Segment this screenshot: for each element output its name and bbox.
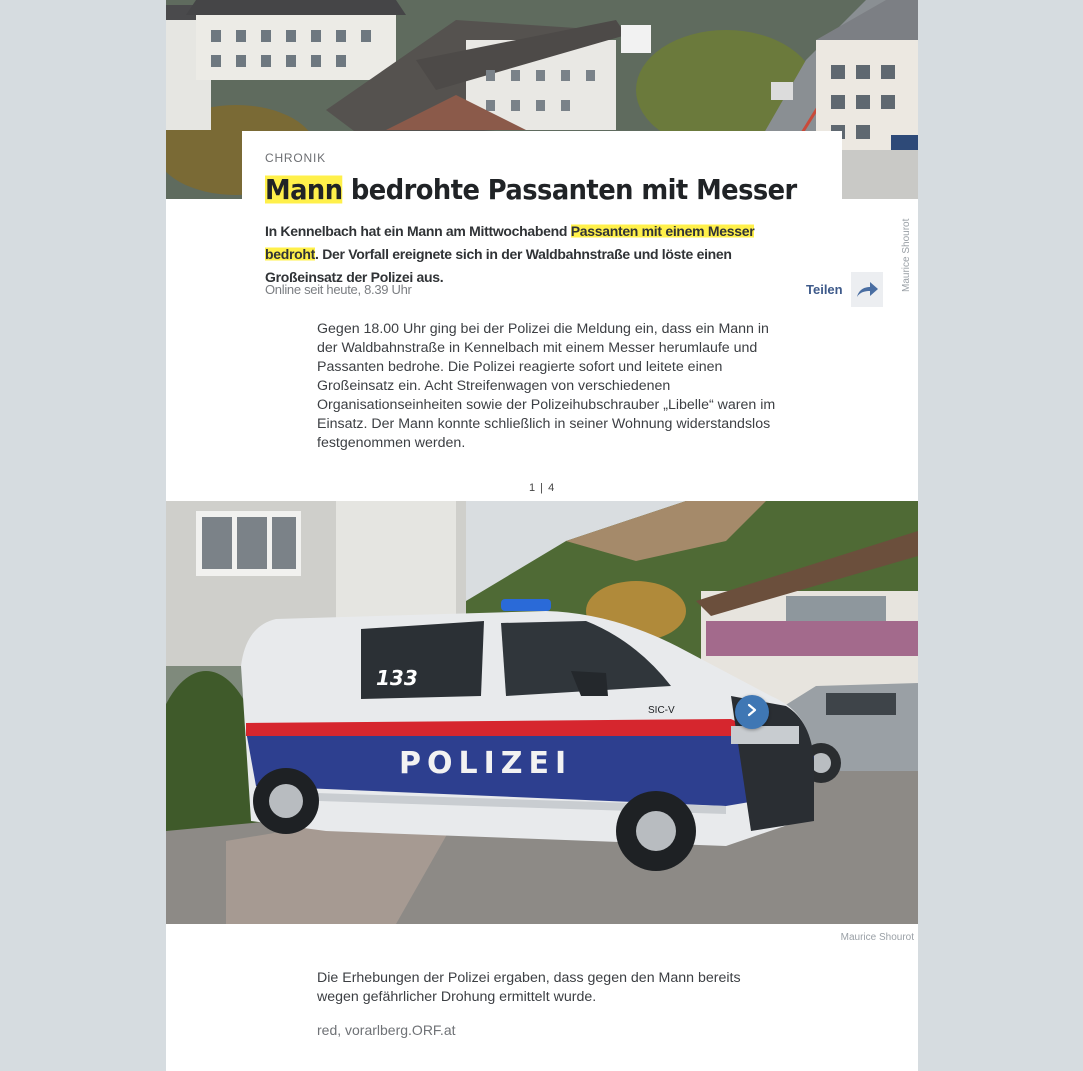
article-headline [265,173,797,206]
category-kicker: CHRONIK [265,151,326,165]
article-paragraph-1: Gegen 18.00 Uhr ging bei der Polizei die Meldung ein, dass ein Mann in der Waldbahnstraße in Kennelbach mit einem Messer herumlaufe und Passanten bedrohe. Die Polizei reagierte sofort und leitete einen Großeinsatz ein. Acht Streifenwagen von verschiedenen Organisationseinheiten sowie der Polizeihubschrauber „Libelle“ waren im Einsatz. Der Mann konnte schließlich in seiner Wohnung widerstandslos festgenommen werden. [317,321,776,451]
share-button[interactable] [806,272,883,307]
lead-highlight: Passanten mit einem Messer bedroht [265,223,755,262]
lead-part2: . Der Vorfall ereignete sich in der Waldbahnstraße und löste einen Großeinsatz der Polizei aus. [265,246,732,285]
van-side-code: SIC-V [648,705,675,716]
van-number: 133 [376,666,418,690]
gallery-image-credit: Maurice Shourot [840,932,914,943]
article-page [166,0,918,1071]
publish-time: Online seit heute, 8.39 Uhr [265,282,412,297]
headline-rest: bedrohte Passanten mit Messer [342,173,797,206]
headline-highlight: Mann [265,173,343,206]
share-label: Teilen [806,282,843,297]
lead-part1: In Kennelbach hat ein Mann am Mittwochabend [265,223,571,239]
article-header-card [242,131,842,331]
gallery-pager: 1 | 4 [529,482,556,494]
chevron-right-icon [745,703,759,722]
article-source: red, vorarlberg.ORF.at [317,1022,456,1038]
hero-image-credit: Maurice Shourot [901,218,912,292]
gallery-image [166,501,918,924]
gallery-next-button[interactable] [735,695,769,729]
article-paragraph-2: Die Erhebungen der Polizei ergaben, dass gegen den Mann bereits wegen gefährlicher Drohung ermittelt wurde. [317,970,741,1005]
van-text: POLIZEI [399,746,573,781]
article-lead [265,220,805,289]
share-arrow-icon [851,272,883,307]
